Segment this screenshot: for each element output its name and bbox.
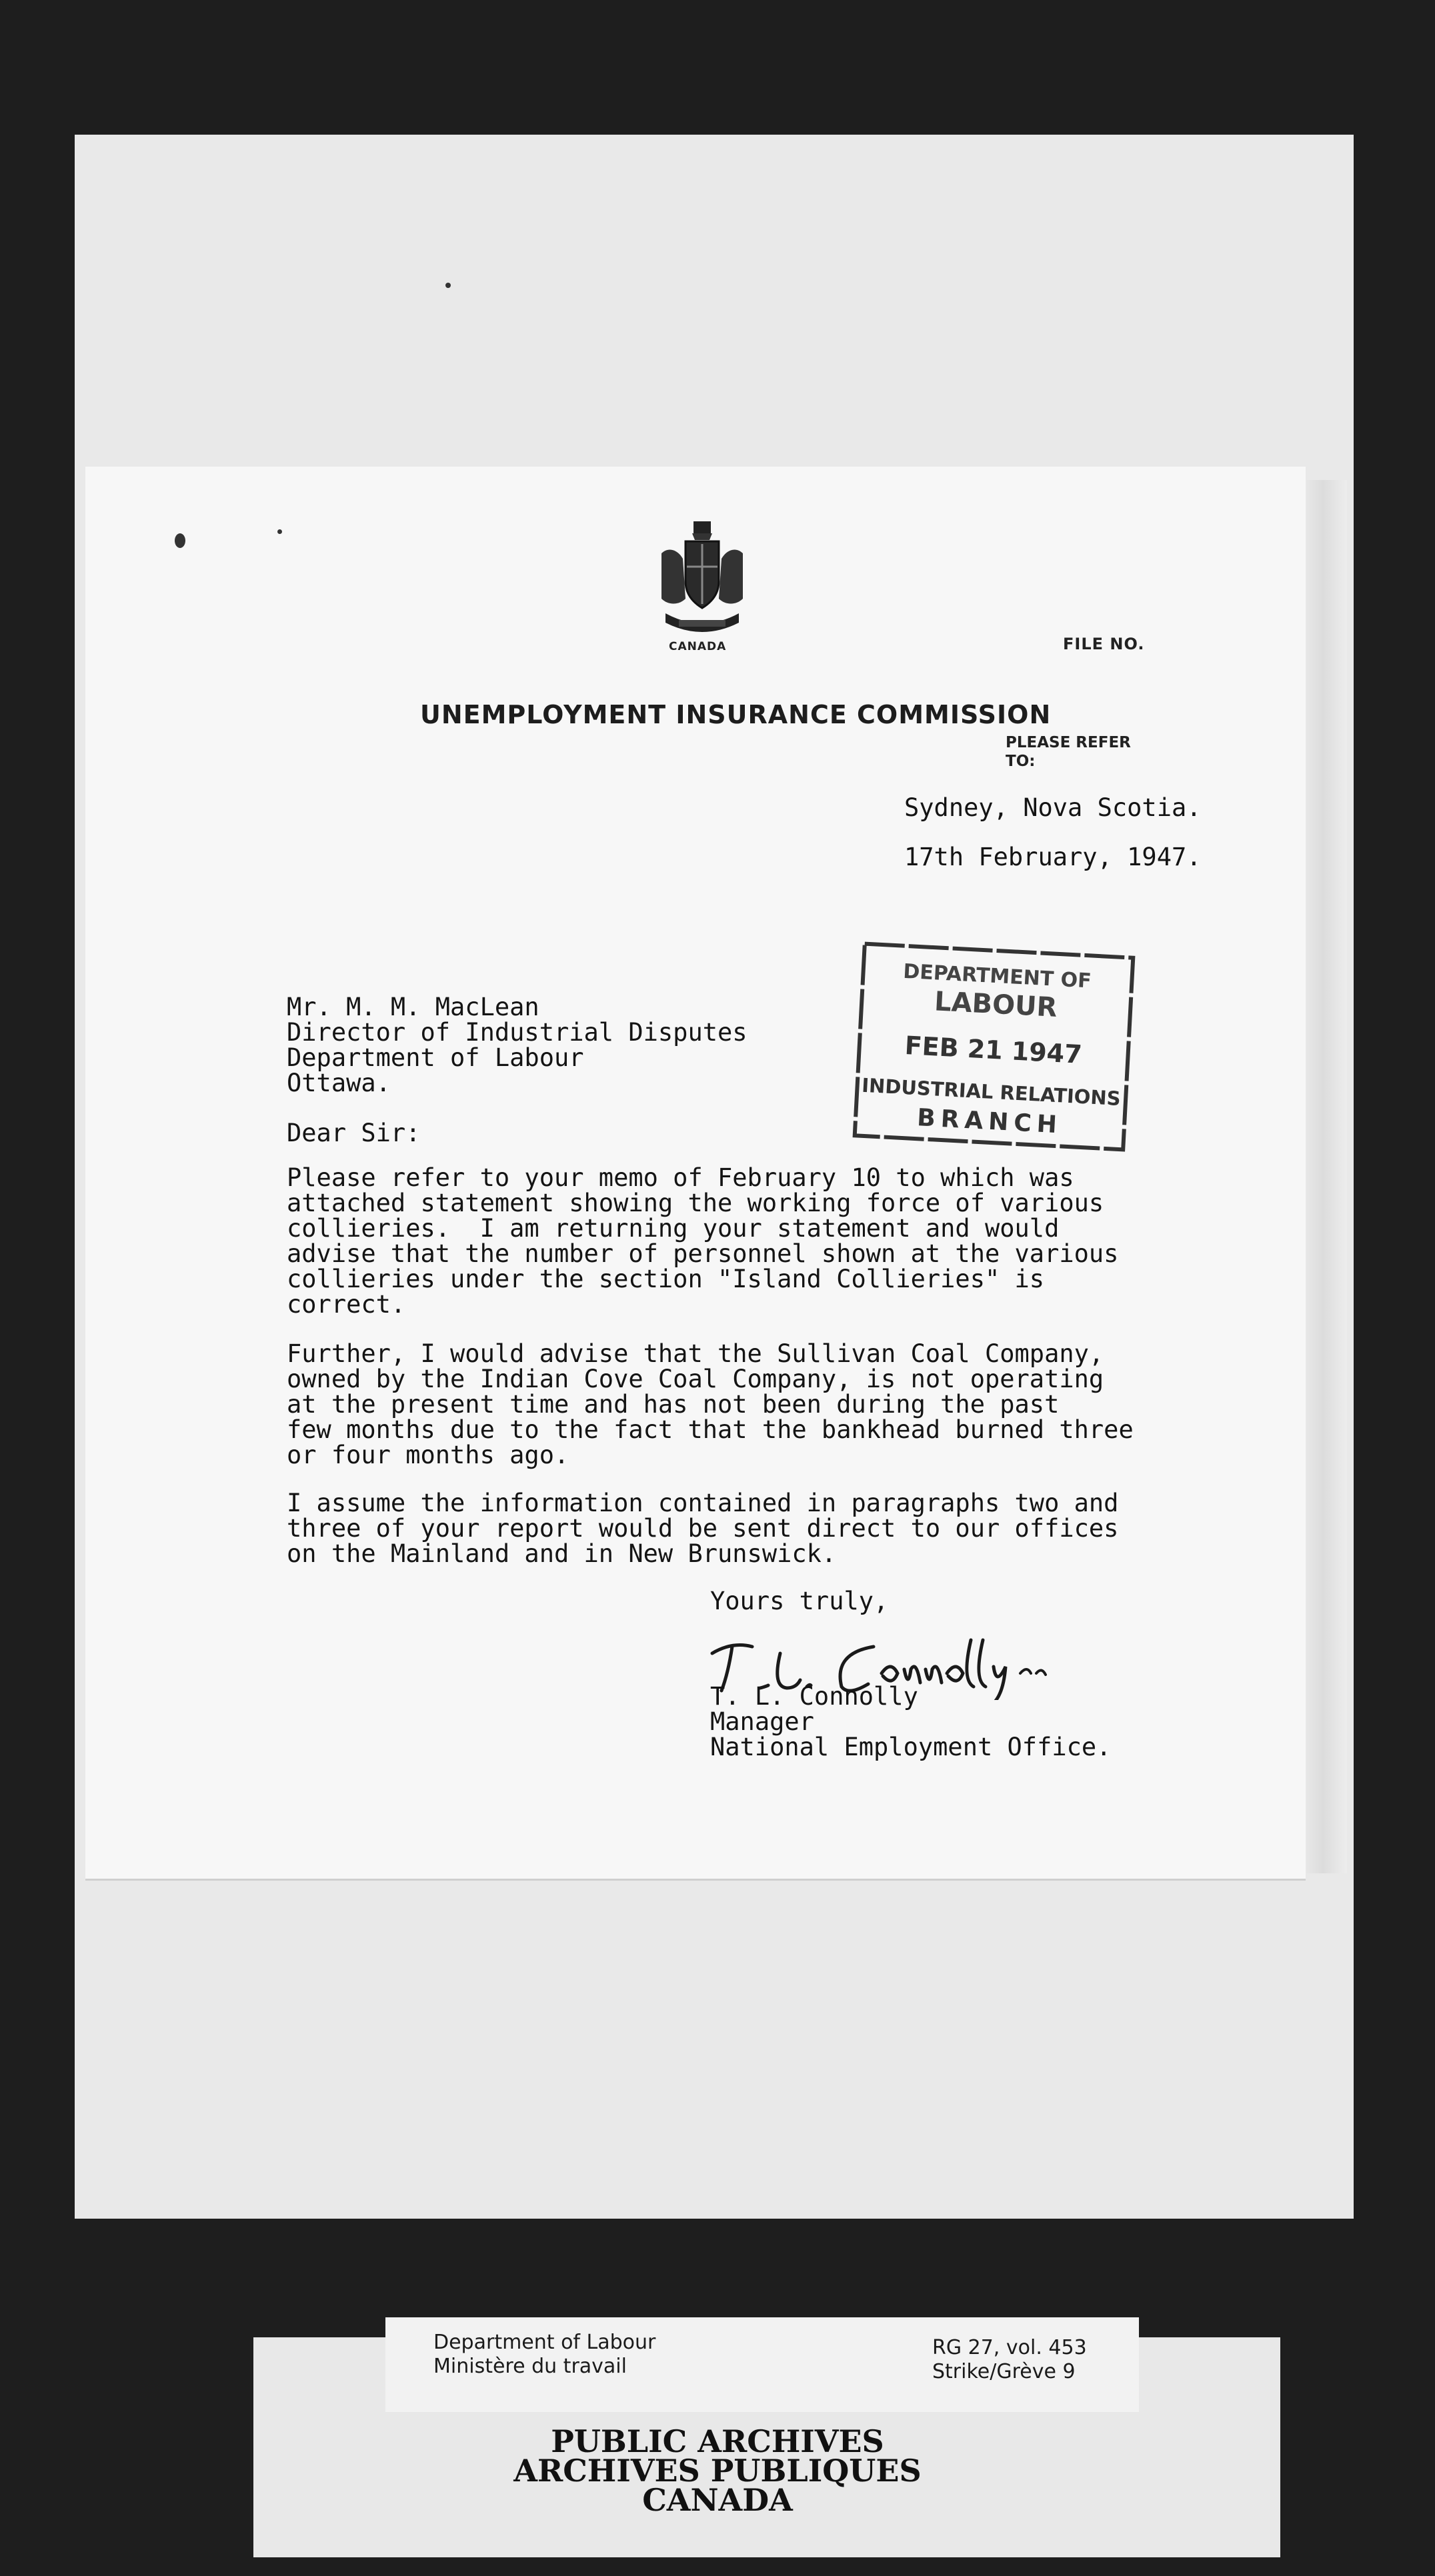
archives-line3: CANADA (642, 2482, 793, 2518)
commission-name: UNEMPLOYMENT INSURANCE COMMISSION (420, 700, 1052, 729)
paragraph-line: correct. (287, 1290, 406, 1319)
paragraph-line: three of your report would be sent direct to our offices (287, 1514, 1119, 1543)
paragraph-line: advise that the number of personnel shown at the various (287, 1239, 1119, 1268)
paragraph-line: collieries. I am returning your statement and would (287, 1214, 1060, 1243)
signer-title: Manager (710, 1707, 814, 1736)
archive-label-reference (932, 2336, 1087, 2384)
salutation: Dear Sir: (287, 1119, 421, 1147)
please-refer-line1: PLEASE REFER (1006, 734, 1131, 751)
signer-name: T. L. Connolly (710, 1682, 918, 1711)
recipient-title: Director of Industrial Disputes (287, 1018, 748, 1047)
stamp-line3: INDUSTRIAL RELATIONS (861, 1073, 1122, 1111)
archive-label-department (433, 2331, 655, 2379)
canada-crest-icon (652, 520, 752, 640)
signer-block (710, 1684, 1111, 1760)
reference: RG 27, vol. 453 (932, 2336, 1087, 2359)
paragraph-line: at the present time and has not been during the past (287, 1390, 1060, 1419)
please-refer-line2: TO: (1006, 753, 1036, 770)
paragraph-3 (287, 1491, 1118, 1567)
please-refer-label (1006, 733, 1131, 771)
closing: Yours truly, (710, 1587, 889, 1615)
paragraph-2 (287, 1341, 1134, 1468)
archives-line1: PUBLIC ARCHIVES (551, 2423, 884, 2459)
dept-en: Department of Labour (433, 2331, 656, 2354)
speck (175, 533, 185, 548)
speck (277, 529, 282, 534)
letter-date: 17th February, 1947. (904, 843, 1202, 871)
paragraph-line: I assume the information contained in paragraphs two and (287, 1489, 1119, 1517)
received-stamp (850, 939, 1137, 1153)
paragraph-line: few months due to the fact that the bankhead burned three (287, 1415, 1134, 1444)
stamp-date: FEB 21 1947 (904, 1031, 1083, 1069)
stamp-line1: DEPARTMENT OF (902, 959, 1092, 993)
file-reference: Strike/Grève 9 (932, 2360, 1076, 2383)
stamp-line4: BRANCH (916, 1104, 1063, 1139)
recipient-name: Mr. M. M. MacLean (287, 993, 539, 1021)
paragraph-line: attached statement showing the working force of various (287, 1189, 1104, 1217)
paragraph-line: Please refer to your memo of February 10 to which was (287, 1163, 1074, 1192)
file-no-label: FILE NO. (1063, 635, 1145, 653)
signer-office: National Employment Office. (710, 1733, 1112, 1761)
paragraph-line: collieries under the section "Island Collieries" is (287, 1265, 1045, 1293)
archives-line2: ARCHIVES PUBLIQUES (513, 2453, 922, 2489)
paragraph-line: or four months ago. (287, 1441, 569, 1469)
speck (445, 283, 451, 288)
dept-fr: Ministère du travail (433, 2355, 627, 2378)
paragraph-1 (287, 1165, 1118, 1317)
recipient-block (287, 995, 748, 1096)
paragraph-line: owned by the Indian Cove Coal Company, is not operating (287, 1365, 1104, 1393)
letter-place: Sydney, Nova Scotia. (904, 793, 1202, 822)
paragraph-line: on the Mainland and in New Brunswick. (287, 1539, 837, 1568)
crest-caption: CANADA (669, 640, 727, 653)
stamp-line2: LABOUR (934, 986, 1058, 1023)
recipient-department: Department of Labour (287, 1043, 584, 1072)
recipient-city: Ottawa. (287, 1069, 391, 1097)
paragraph-line: Further, I would advise that the Sullivan Coal Company, (287, 1339, 1104, 1368)
